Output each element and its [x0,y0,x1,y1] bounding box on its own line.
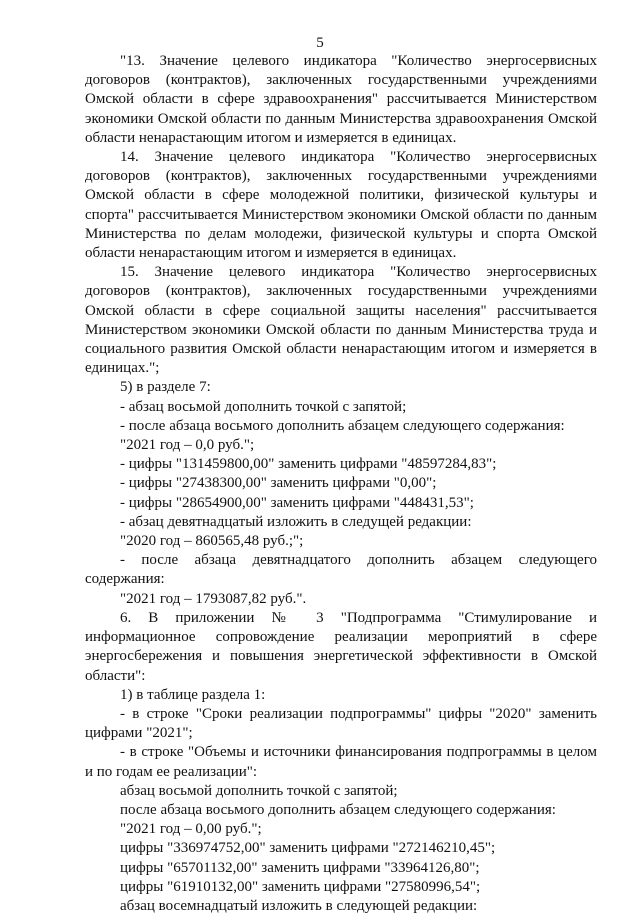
list-item: абзац восемнадцатый изложить в следующей редакции: [120,897,478,914]
quoted-text: "2021 год – 0,00 руб."; [120,821,262,838]
paragraph-14: 14. Значение целевого индикатора "Количество энергосервисных договоров (контрактов), заключенных государственными учреждениями Омской области в сфере молодежной политики, физической культуры и спорта" рассчитывается Министерством экономики Омской области по данным Министерства по делам молодежи, физической культуры и спорта Омской области ненарастающим итогом и измеряется в единицах. [85,149,597,262]
list-item: - цифры "28654900,00" заменить цифрами "448431,53"; [120,494,474,511]
quoted-text: "2021 год – 0,0 руб."; [120,437,255,454]
list-item: после абзаца восьмого дополнить абзацем следующего содержания: [120,801,556,818]
list-item: - в строке "Объемы и источники финансирования подпрограммы в целом и по годам ее реализации": [85,744,597,780]
list-item: - абзац восьмой дополнить точкой с запятой; [120,398,407,415]
list-item: абзац восьмой дополнить точкой с запятой; [120,782,398,799]
quoted-text: "2021 год – 1793087,82 руб.". [120,590,307,607]
list-item: - цифры "27438300,00" заменить цифрами "0,00"; [120,475,437,492]
list-item: цифры "61910132,00" заменить цифрами "27580996,54"; [120,878,481,895]
list-item: - после абзаца девятнадцатого дополнить абзацем следующего содержания: [85,552,597,588]
sub-item-heading: 1) в таблице раздела 1: [120,686,266,703]
list-item: цифры "65701132,00" заменить цифрами "33964126,80"; [120,859,480,876]
list-item: - после абзаца восьмого дополнить абзацем следующего содержания: [120,417,565,434]
item-5-heading: 5) в разделе 7: [120,379,211,396]
list-item: - в строке "Сроки реализации подпрограммы" цифры "2020" заменить цифрами "2021"; [85,705,597,742]
page-number: 5 [316,35,324,51]
list-item: цифры "336974752,00" заменить цифрами "272146210,45"; [120,840,496,857]
list-item: - абзац девятнадцатый изложить в следущей редакции: [120,513,472,530]
paragraph-15: 15. Значение целевого индикатора "Количество энергосервисных договоров (контрактов), заключенных государственными учреждениями Омской области в сфере социальной защиты населения" рассчитывается Министерством экономики Омской области по данным Министерства труда и социального развития Омской области ненарастающим итогом и измеряется в единицах."; [85,264,597,377]
list-item: - цифры "131459800,00" заменить цифрами "48597284,83"; [120,456,497,473]
paragraph-13: "13. Значение целевого индикатора "Количество энергосервисных договоров (контрактов), заключенных государственными учреждениями Омской области в сфере здравоохранения" рассчитывается Министерством экономики Омской области по данным Министерства здравоохранения Омской области ненарастающим итогом и измеряется в единицах. [85,53,597,146]
document-body [85,52,597,916]
item-6-paragraph: 6. В приложении № 3 "Подпрограмма "Стимулирование и информационное сопровождение реализации мероприятий в сфере энергосбережения и повышения энергетической эффективности в Омской области": [85,609,597,684]
quoted-text: "2020 год – 860565,48 руб.;"; [120,533,304,550]
